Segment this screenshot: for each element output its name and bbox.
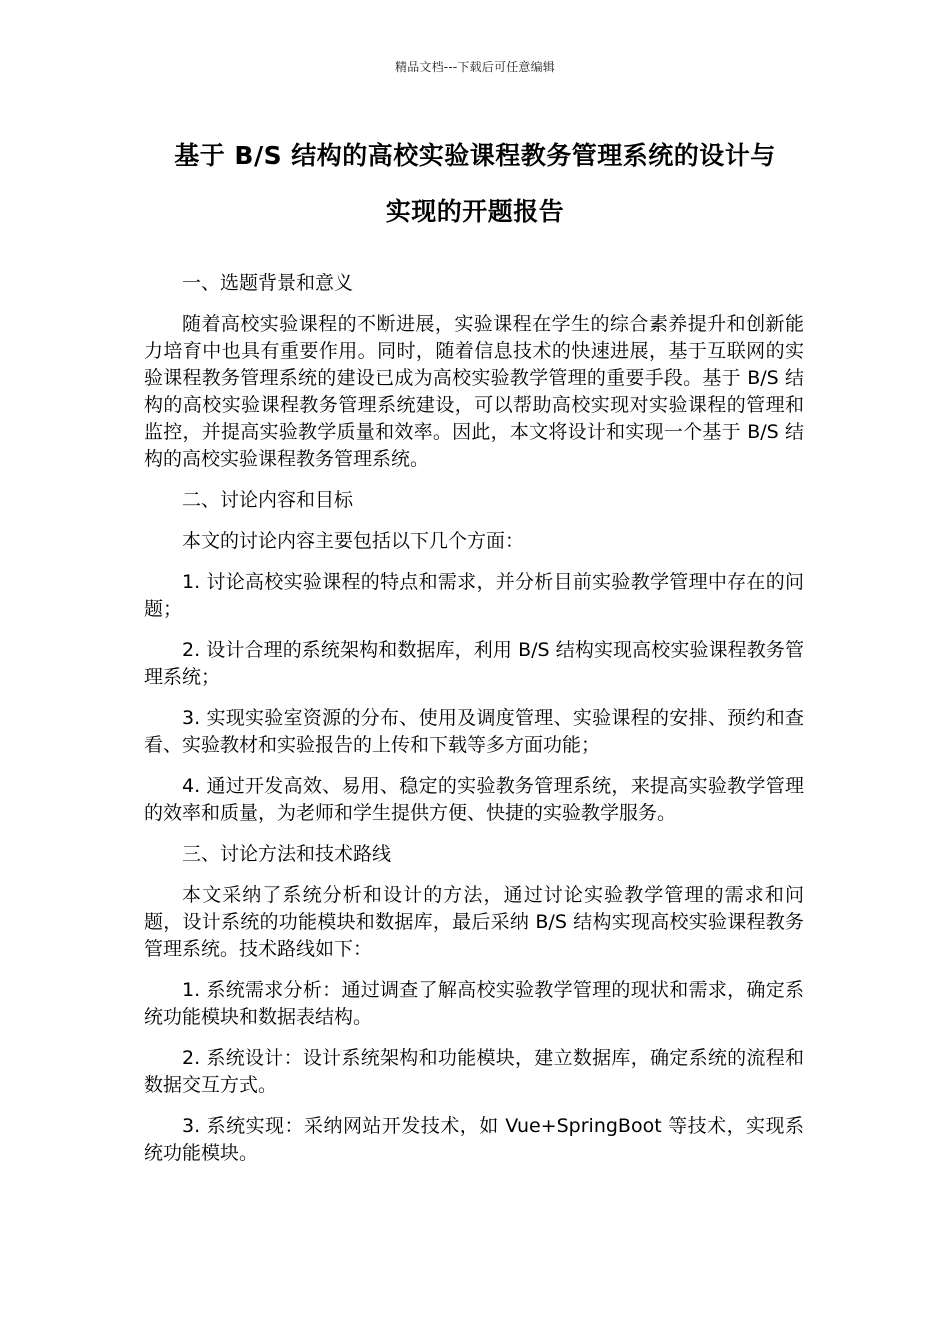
section-heading-method: 三、讨论方法和技术路线	[182, 843, 392, 865]
section-heading-background: 一、选题背景和意义	[182, 272, 354, 294]
list-item-method-3: 3. 系统实现：采纳网站开发技术，如 Vue+SpringBoot 等技术，实现系统功能模块。	[144, 1115, 804, 1164]
section-heading-content-goals: 二、讨论内容和目标	[182, 489, 354, 511]
title-line-2: 实现的开题报告	[385, 197, 565, 226]
list-item-method-2: 2. 系统设计：设计系统架构和功能模块，建立数据库，确定系统的流程和数据交互方式。	[144, 1047, 804, 1096]
paragraph-method-intro: 本文采纳了系统分析和设计的方法，通过讨论实验教学管理的需求和问题，设计系统的功能模块和数据库，最后采纳 B/S 结构实现高校实验课程教务管理系统。技术路线如下：	[144, 884, 804, 960]
title-line-1: 基于 B/S 结构的高校实验课程教务管理系统的设计与	[174, 141, 776, 170]
header-note: 精品文档---下载后可任意编辑	[395, 60, 555, 74]
page-title	[140, 128, 810, 240]
list-item-content-2: 2. 设计合理的系统架构和数据库，利用 B/S 结构实现高校实验课程教务管理系统；	[144, 639, 804, 688]
list-item-content-3: 3. 实现实验室资源的分布、使用及调度管理、实验课程的安排、预约和查看、实验教材和实验报告的上传和下载等多方面功能；	[144, 707, 804, 756]
paragraph-background: 随着高校实验课程的不断进展，实验课程在学生的综合素养提升和创新能力培育中也具有重要作用。同时，随着信息技术的快速进展，基于互联网的实验课程教务管理系统的建设已成为高校实验教学管理的重要手段。基于 B/S 结构的高校实验课程教务管理系统建设，可以帮助高校实现对实验课程的管理和监控，并提高实验教学质量和效率。因此，本文将设计和实现一个基于 B/S 结构的高校实验课程教务管理系统。	[144, 313, 804, 470]
paragraph-content-intro: 本文的讨论内容主要包括以下几个方面：	[182, 530, 525, 552]
list-item-content-4: 4. 通过开发高效、易用、稳定的实验教务管理系统，来提高实验教学管理的效率和质量，为老师和学生提供方便、快捷的实验教学服务。	[144, 775, 804, 824]
list-item-method-1: 1. 系统需求分析：通过调查了解高校实验教学管理的现状和需求，确定系统功能模块和数据表结构。	[144, 979, 804, 1028]
document-body	[144, 270, 804, 1181]
list-item-content-1: 1. 讨论高校实验课程的特点和需求，并分析目前实验教学管理中存在的问题；	[144, 571, 804, 620]
